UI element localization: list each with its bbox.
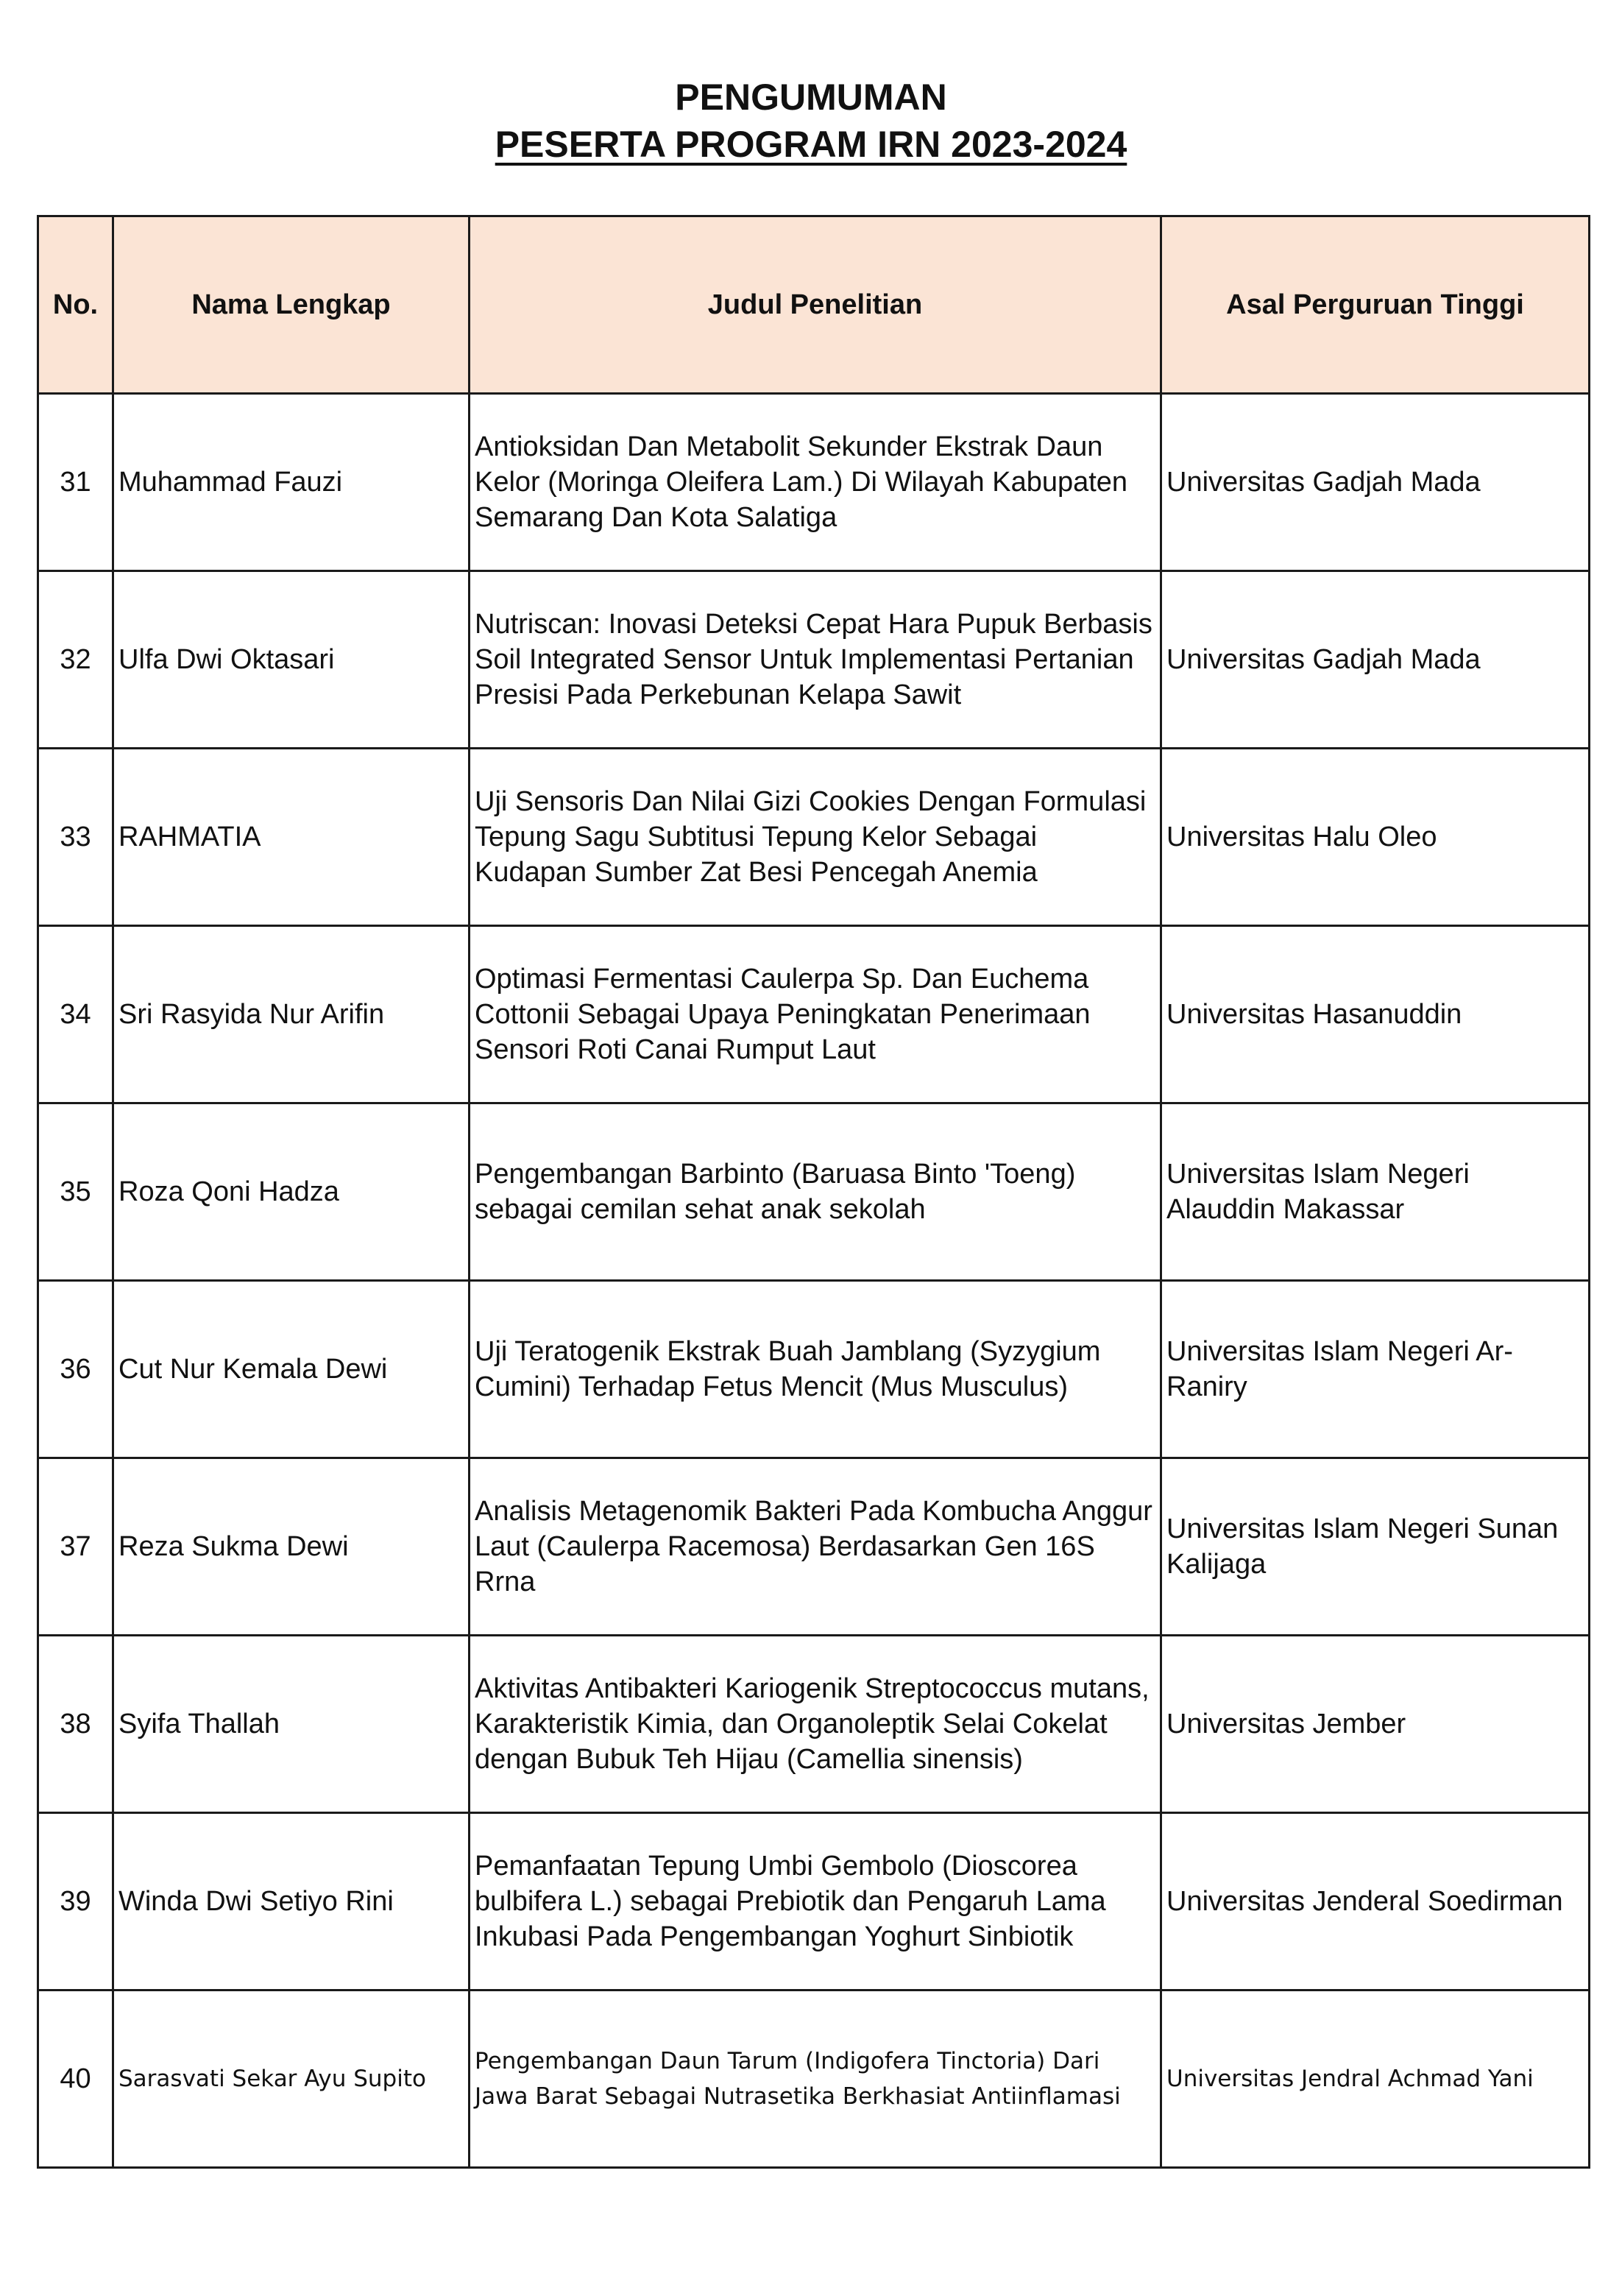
- table-row: [38, 394, 1590, 571]
- participant-name: Sri Rasyida Nur Arifin: [113, 926, 470, 1103]
- participant-name: Winda Dwi Setiyo Rini: [113, 1813, 470, 1991]
- table-header-row: [38, 216, 1590, 394]
- table-row: [38, 1103, 1590, 1281]
- table-header: [38, 216, 1590, 394]
- row-number: 35: [38, 1103, 113, 1281]
- research-title: Antioksidan Dan Metabolit Sekunder Ekstrak Daun Kelor (Moringa Oleifera Lam.) Di Wilayah Kabupaten Semarang Dan Kota Salatiga: [470, 394, 1161, 571]
- table-row: [38, 1281, 1590, 1458]
- university-name: Universitas Islam Negeri Sunan Kalijaga: [1161, 1458, 1590, 1636]
- university-name: Universitas Halu Oleo: [1161, 749, 1590, 926]
- column-header-title: Judul Penelitian: [470, 216, 1161, 394]
- university-name: Universitas Gadjah Mada: [1161, 571, 1590, 749]
- row-number: 40: [38, 1991, 113, 2168]
- table-row: [38, 749, 1590, 926]
- table-row: [38, 571, 1590, 749]
- document-subtitle: [0, 121, 1622, 168]
- document-subtitle-text: PESERTA PROGRAM IRN 2023-2024: [495, 124, 1127, 165]
- column-header-university: Asal Perguruan Tinggi: [1161, 216, 1590, 394]
- participant-name: RAHMATIA: [113, 749, 470, 926]
- research-title: Uji Teratogenik Ekstrak Buah Jamblang (Syzygium Cumini) Terhadap Fetus Mencit (Mus Musculus): [470, 1281, 1161, 1458]
- university-name: Universitas Gadjah Mada: [1161, 394, 1590, 571]
- table-row: [38, 1813, 1590, 1991]
- university-name: Universitas Jember: [1161, 1636, 1590, 1813]
- participant-name: Syifa Thallah: [113, 1636, 470, 1813]
- table-row: [38, 1636, 1590, 1813]
- row-number: 31: [38, 394, 113, 571]
- research-title: Pengembangan Barbinto (Baruasa Binto 'Toeng) sebagai cemilan sehat anak sekolah: [470, 1103, 1161, 1281]
- university-name: Universitas Hasanuddin: [1161, 926, 1590, 1103]
- university-name: Universitas Jenderal Soedirman: [1161, 1813, 1590, 1991]
- row-number: 37: [38, 1458, 113, 1636]
- university-name: Universitas Islam Negeri Alauddin Makassar: [1161, 1103, 1590, 1281]
- row-number: 32: [38, 571, 113, 749]
- table-body: [38, 394, 1590, 2168]
- participant-name: Ulfa Dwi Oktasari: [113, 571, 470, 749]
- participant-name: Reza Sukma Dewi: [113, 1458, 470, 1636]
- row-number: 38: [38, 1636, 113, 1813]
- research-title: Pengembangan Daun Tarum (Indigofera Tinctoria) Dari Jawa Barat Sebagai Nutrasetika Berkhasiat Antiinflamasi: [470, 1991, 1161, 2168]
- column-header-no: No.: [38, 216, 113, 394]
- research-title: Optimasi Fermentasi Caulerpa Sp. Dan Euchema Cottonii Sebagai Upaya Peningkatan Penerimaan Sensori Roti Canai Rumput Laut: [470, 926, 1161, 1103]
- research-title: Aktivitas Antibakteri Kariogenik Streptococcus mutans, Karakteristik Kimia, dan Organoleptik Selai Cokelat dengan Bubuk Teh Hijau (Camellia sinensis): [470, 1636, 1161, 1813]
- row-number: 39: [38, 1813, 113, 1991]
- research-title: Pemanfaatan Tepung Umbi Gembolo (Dioscorea bulbifera L.) sebagai Prebiotik dan Pengaruh Lama Inkubasi Pada Pengembangan Yoghurt Sinbiotik: [470, 1813, 1161, 1991]
- column-header-name: Nama Lengkap: [113, 216, 470, 394]
- research-title: Nutriscan: Inovasi Deteksi Cepat Hara Pupuk Berbasis Soil Integrated Sensor Untuk Implementasi Pertanian Presisi Pada Perkebunan Kelapa Sawit: [470, 571, 1161, 749]
- participant-name: Roza Qoni Hadza: [113, 1103, 470, 1281]
- document-title-block: [0, 74, 1622, 168]
- table-row: [38, 1458, 1590, 1636]
- university-name: Universitas Jendral Achmad Yani: [1161, 1991, 1590, 2168]
- row-number: 36: [38, 1281, 113, 1458]
- university-name: Universitas Islam Negeri Ar-Raniry: [1161, 1281, 1590, 1458]
- row-number: 34: [38, 926, 113, 1103]
- table-row: [38, 926, 1590, 1103]
- research-title: Analisis Metagenomik Bakteri Pada Kombucha Anggur Laut (Caulerpa Racemosa) Berdasarkan Gen 16S Rrna: [470, 1458, 1161, 1636]
- participant-table: [37, 215, 1590, 2169]
- table-row: [38, 1991, 1590, 2168]
- participant-name: Cut Nur Kemala Dewi: [113, 1281, 470, 1458]
- participant-name: Muhammad Fauzi: [113, 394, 470, 571]
- research-title: Uji Sensoris Dan Nilai Gizi Cookies Dengan Formulasi Tepung Sagu Subtitusi Tepung Kelor Sebagai Kudapan Sumber Zat Besi Pencegah Anemia: [470, 749, 1161, 926]
- document-title: PENGUMUMAN: [675, 77, 947, 118]
- participant-name: Sarasvati Sekar Ayu Supito: [113, 1991, 470, 2168]
- row-number: 33: [38, 749, 113, 926]
